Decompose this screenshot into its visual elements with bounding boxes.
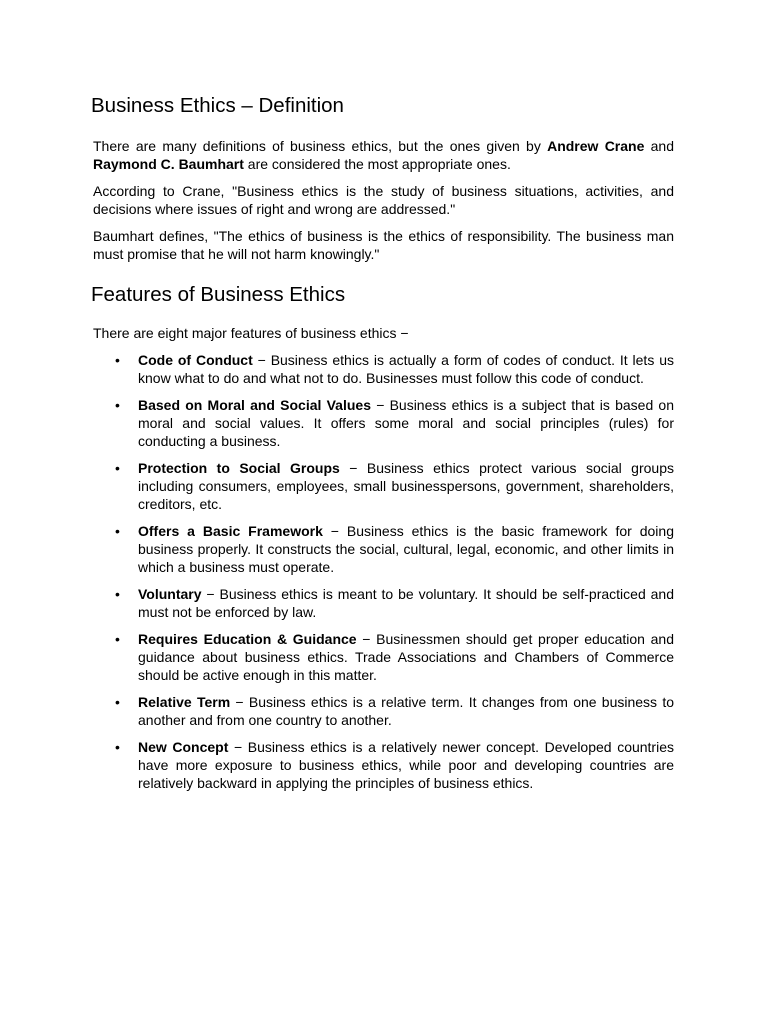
list-item: [93, 459, 674, 513]
bullet-icon: •: [115, 352, 120, 368]
bullet-icon: •: [115, 460, 120, 476]
bullet-icon: •: [115, 397, 120, 413]
list-item: [93, 522, 674, 576]
para1-text-b: and: [644, 138, 674, 154]
feature-term: Code of Conduct: [138, 352, 253, 368]
definition-paragraph-3: Baumhart defines, "The ethics of business is the ethics of responsibility. The business man must promise that he will not harm knowingly.": [93, 228, 674, 262]
definition-paragraph-1: [93, 137, 674, 173]
feature-term: Relative Term: [138, 694, 231, 710]
definition-heading: Business Ethics – Definition: [91, 94, 344, 117]
bullet-icon: •: [115, 694, 120, 710]
bullet-icon: •: [115, 586, 120, 602]
feature-description: − Business ethics is a relatively newer concept. Developed countries have more exposure to business ethics, while poor and developing countries are relatively backward in applying the principles of business ethics.: [138, 739, 674, 791]
features-list: [93, 351, 674, 801]
features-intro: There are eight major features of business ethics −: [93, 325, 409, 341]
para1-bold-andrew-crane: Andrew Crane: [547, 138, 645, 154]
feature-description: − Business ethics is meant to be voluntary. It should be self-practiced and must not be enforced by law.: [138, 586, 674, 620]
feature-term: Requires Education & Guidance: [138, 631, 357, 647]
list-item: [93, 351, 674, 387]
feature-description: − Business ethics is actually a form of codes of conduct. It lets us know what to do and what not to do. Businesses must follow this code of conduct.: [138, 352, 674, 386]
definition-paragraph-2: According to Crane, "Business ethics is the study of business situations, activities, and decisions where issues of right and wrong are addressed.": [93, 183, 674, 217]
list-item: [93, 738, 674, 792]
feature-description: − Business ethics protect various social groups including consumers, employees, small businesspersons, government, shareholders, creditors, etc.: [138, 460, 674, 512]
para1-text-a: There are many definitions of business ethics, but the ones given by: [93, 138, 548, 154]
bullet-icon: •: [115, 739, 120, 755]
bullet-icon: •: [115, 631, 120, 647]
features-heading: Features of Business Ethics: [91, 283, 346, 306]
definition-section: [93, 137, 674, 272]
list-item: [93, 693, 674, 729]
feature-term: Protection to Social Groups: [138, 460, 340, 476]
feature-description: − Businessmen should get proper education and guidance about business ethics. Trade Associations and Chambers of Commerce should be active enough in this matter.: [138, 631, 674, 683]
bullet-icon: •: [115, 523, 120, 539]
feature-term: Based on Moral and Social Values: [138, 397, 371, 413]
list-item: [93, 585, 674, 621]
feature-term: New Concept: [138, 739, 229, 755]
list-item: [93, 396, 674, 450]
list-item: [93, 630, 674, 684]
feature-description: − Business ethics is a relative term. It changes from one business to another and from one country to another.: [138, 694, 674, 728]
feature-description: − Business ethics is the basic framework for doing business properly. It constructs the social, cultural, legal, economic, and other limits in which a business must operate.: [138, 523, 674, 575]
para1-text-c: are considered the most appropriate ones.: [243, 156, 511, 172]
para1-bold-raymond-baumhart: Raymond C. Baumhart: [93, 156, 244, 172]
feature-description: − Business ethics is a subject that is based on moral and social values. It offers some moral and social principles (rules) for conducting a business.: [138, 397, 675, 449]
feature-term: Offers a Basic Framework: [138, 523, 323, 539]
feature-term: Voluntary: [138, 586, 202, 602]
